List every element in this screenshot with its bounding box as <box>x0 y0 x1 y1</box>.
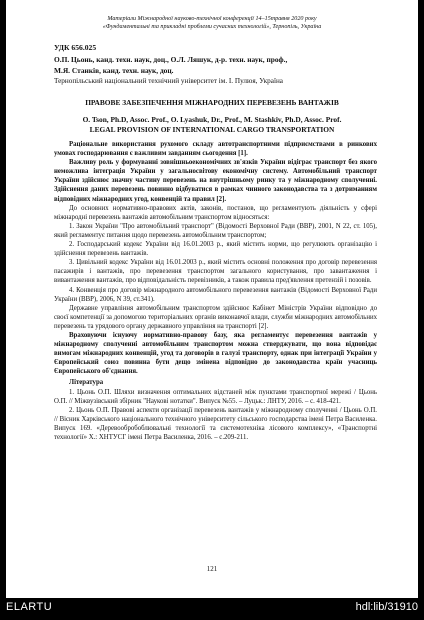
english-header <box>6 115 418 135</box>
running-header <box>6 15 418 32</box>
paragraph: Державне управління автомобільним транспортом здійснює Кабінет Міністрів України відповідно до своєї компетенції за допомогою територіальних органів виконавчої влади, служби міжнародних автомобільних перевезень та урядового органу державного управління на транспорті [2]. <box>54 304 377 330</box>
affiliation: Тернопільський національний технічний університет ім. І. Пулюя, Україна <box>54 77 283 85</box>
page-number: 121 <box>206 565 218 573</box>
authors-block <box>54 55 394 77</box>
paragraph: 2. Господарський кодекс України від 16.01.2003 р., який містить норми, що регулюють організацію і здійснення перевезень вантажів. <box>54 241 377 258</box>
header-line-1: Матеріали Міжнародної науково-технічної конференції 14–15травня 2020 року <box>107 16 317 22</box>
authors-en: O. Tson, Ph.D, Assoc. Prof., O. Lyashuk, Dr., Prof., M. Stashkiv, Ph.D, Assoc. Prof. <box>82 115 342 124</box>
reference-item: 2. Цьонь О.П. Правові аспекти організації перевезень вантажів у міжнародному сполученні / Цьонь О.П. // Вісник Харківського національного технічного університету сільського господарства імені Петра Василенка. Випуск 169. «Деревообробоблювальні технології та системотехніка лісового комплексу», «Транспортні технології» Х.: ХНТУСГ імені Петра Василенка, 2016. – с.209-211. <box>54 406 377 441</box>
udc-code: УДК 656.025 <box>54 43 97 52</box>
repository-label: ELARTU <box>6 601 53 613</box>
authors-line-1: О.П. Цьонь, канд. техн. наук, доц., О.Л. Ляшук, д-р. техн. наук, проф., <box>54 55 288 64</box>
handle-id: hdl:lib/31910 <box>355 601 418 613</box>
paragraph: 1. Закон України "Про автомобільний транспорт" (Відомості Верховної Ради (ВВР), 2001, N 22, ст. 105), який регламентує питання щодо перевезень автомобільним транспортом; <box>54 222 377 239</box>
reference-item: 1. Цьонь О.П. Шляхи визначення оптимальних відстаней між пунктами транспортної мережі / Цьонь О.П. // Міжвузівський збірник "Наукові нотатки". Випуск №55. – Луцьк.: ЛНТУ, 2016. – с. 418-421. <box>54 388 377 405</box>
paragraph: Раціональне використання рухомого складу автотранспортними підприємствами в ринкових умовах господарювання є важливим завданням сьогодення [1]. <box>54 141 377 158</box>
paragraph: Враховуючи існуючу нормативно-правову базу, яка регламентує перевезення вантажів у міжнародному сполученні автомобільним транспортом можна стверджувати, що вона відповідає вимогам міжнародних конвенцій, угод та договорів в галузі транспорту, однак при інтеграції України у Європейський союз повинна бути дещо змінена відповідно до законодавства країн учасниць Європейського об'єднання. <box>54 331 377 376</box>
paragraph: 4. Конвенція про договір міжнародного автомобільного перевезення вантажів (Відомості Верховної Ради України (ВВР), 2006, N 39, ст.341). <box>54 286 377 303</box>
paper-title-en: LEGAL PROVISION OF INTERNATIONAL CARGO TRANSPORTATION <box>89 125 335 134</box>
paragraph: До основних нормативно-правових актів, законів, постанов, що регламентують діяльність у сфері міжнародні перевезень вантажів автомобільним транспортом відносяться: <box>54 204 377 221</box>
header-line-2: «Фундаментальні та прикладні проблеми сучасних технологій», Тернопіль, Україна <box>102 24 322 31</box>
paragraph: Важливу роль у формуванні зовнішньоекономічних зв'язків України відіграє транспорт без якого неможлива інтеграція України у загальносвітову економічну систему. Автомобільний транспорт України здійснює значну частину перевезень на внутрішньому ринку та у міжнародному сполученні. Здійснення даних перевезень повинно відбуватися в рамках чинного законодавства та з дотриманням відповідних міжнародних угод, конвенцій та правил [2]. <box>54 159 377 203</box>
literature-heading: Література <box>69 379 104 387</box>
paper-title-ua: ПРАВОВЕ ЗАБЕЗПЕЧЕННЯ МІЖНАРОДНИХ ПЕРЕВЕЗЕНЬ ВАНТАЖІВ <box>85 98 339 107</box>
paragraph: 3. Цивільний кодекс України від 16.01.2003 р., який містить основні положення про договір перевезення пасажирів і вантажів, про перевезення транспортом загального користування, про завантаження і вивантаження вантажів, про відповідальність перевізників, а також правила пред'явлення претензій і позовів. <box>54 259 377 285</box>
authors-line-2: М.Я. Станків, канд. техн. наук, доц. <box>54 65 174 75</box>
body-text <box>54 140 377 442</box>
document-page <box>6 0 418 598</box>
